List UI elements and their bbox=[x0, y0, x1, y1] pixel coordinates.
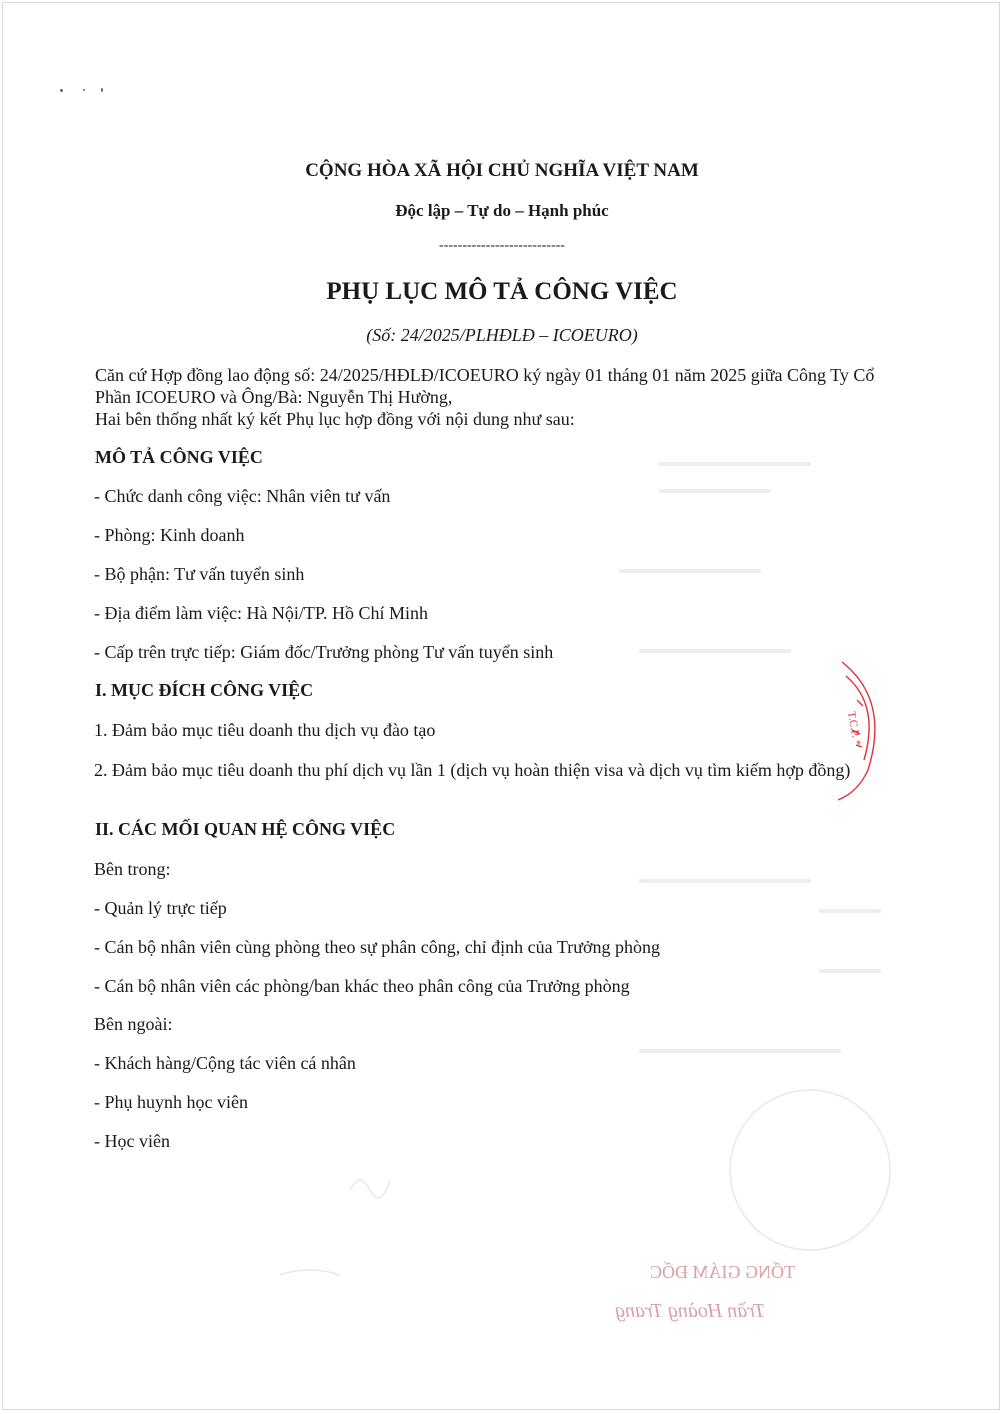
external-item: - Phụ huynh học viên bbox=[94, 1092, 248, 1112]
relations-heading: II. CÁC MỐI QUAN HỆ CÔNG VIỆC bbox=[95, 819, 396, 839]
workplace-item: - Địa điểm làm việc: Hà Nội/TP. Hồ Chí Minh bbox=[94, 603, 428, 623]
external-item: - Học viên bbox=[94, 1131, 170, 1151]
purpose-heading: I. MỤC ĐÍCH CÔNG VIỆC bbox=[95, 680, 314, 700]
country-name: CỘNG HÒA XÃ HỘI CHỦ NGHĨA VIỆT NAM bbox=[305, 160, 699, 181]
intro-agreement: Hai bên thống nhất ký kết Phụ lục hợp đồng với nội dung như sau: bbox=[95, 409, 575, 429]
document-number: (Số: 24/2025/PLHĐLĐ – ICOEURO) bbox=[366, 325, 638, 345]
purpose-item: 1. Đảm bảo mục tiêu doanh thu dịch vụ đào tạo bbox=[94, 720, 436, 740]
external-label: Bên ngoài: bbox=[94, 1014, 173, 1034]
separator-line: --------------------------- bbox=[439, 238, 565, 253]
bleed-signature-name: Trần Hoàng Trang bbox=[615, 1300, 766, 1322]
document-title: PHỤ LỤC MÔ TẢ CÔNG VIỆC bbox=[326, 278, 678, 305]
external-item: - Khách hàng/Cộng tác viên cá nhân bbox=[94, 1053, 356, 1073]
internal-label: Bên trong: bbox=[94, 859, 171, 879]
division-item: - Bộ phận: Tư vấn tuyển sinh bbox=[94, 564, 305, 584]
internal-item: - Quản lý trực tiếp bbox=[94, 898, 227, 918]
internal-item: - Cán bộ nhân viên các phòng/ban khác theo phân công của Trưởng phòng bbox=[94, 976, 630, 996]
national-motto: Độc lập – Tự do – Hạnh phúc bbox=[395, 201, 609, 220]
purpose-item: 2. Đảm bảo mục tiêu doanh thu phí dịch vụ lần 1 (dịch vụ hoàn thiện visa và dịch vụ tìm kiếm hợp đồng) bbox=[94, 760, 851, 780]
supervisor-item: - Cấp trên trực tiếp: Giám đốc/Trưởng phòng Tư vấn tuyển sinh bbox=[94, 642, 554, 662]
job-description-heading: MÔ TẢ CÔNG VIỆC bbox=[95, 447, 263, 467]
job-title-item: - Chức danh công việc: Nhân viên tư vấn bbox=[94, 486, 391, 506]
bleed-position: TỔNG GIÁM ĐỐC bbox=[650, 1262, 795, 1282]
svg-text:T.C.P. *: T.C.P. * bbox=[845, 710, 863, 747]
internal-item: - Cán bộ nhân viên cùng phòng theo sự phân công, chỉ định của Trưởng phòng bbox=[94, 937, 660, 957]
intro-basis: Căn cứ Hợp đồng lao động số: 24/2025/HĐLĐ/ICOEURO ký ngày 01 tháng 01 năm 2025 giữa Công Ty Cổ Phần ICOEURO và Ông/Bà: Nguyễn Thị Hường, bbox=[95, 365, 875, 407]
department-item: - Phòng: Kinh doanh bbox=[94, 525, 245, 545]
